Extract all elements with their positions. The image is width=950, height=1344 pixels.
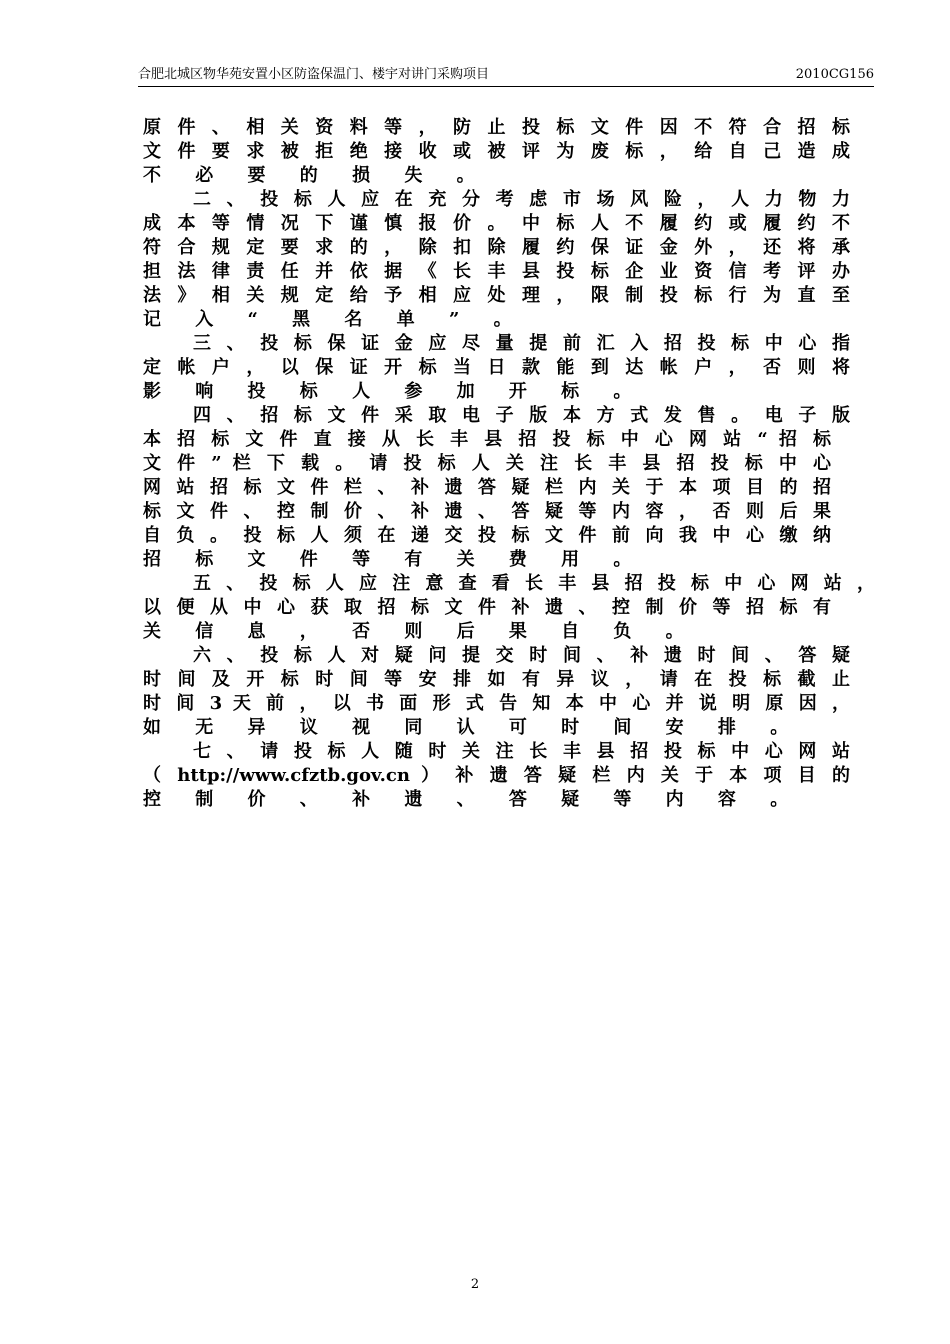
text-line: 标 文 件 、 控 制 价 、 补 遗 、 答 疑 等 内 容 ， 否 则 后 果 [143,501,831,522]
text-line: 四 、 招 标 文 件 采 取 电 子 版 本 方 式 发 售 。 电 子 版 [193,405,850,426]
text-line: 本 招 标 文 件 直 接 从 长 丰 县 招 投 标 中 心 网 站 “ 招 标 [143,429,831,450]
text-line: 网 站 招 标 文 件 栏 、 补 遗 答 疑 栏 内 关 于 本 项 目 的 招 [143,477,831,498]
text-line: 文 件 ” 栏 下 载 。 请 投 标 人 关 注 长 丰 县 招 投 标 中 心 [143,453,831,474]
text-line: 影 响 投 标 人 参 加 开 标 。 [143,381,646,402]
text-line: 成 本 等 情 况 下 谨 慎 报 价 。 中 标 人 不 履 约 或 履 约 不 [143,213,850,234]
text-line: 文 件 要 求 被 拒 绝 接 收 或 被 评 为 废 标 ， 给 自 己 造 成 [143,141,850,162]
text-line: 招 标 文 件 等 有 关 费 用 。 [143,549,646,570]
text-line: 三 、 投 标 保 证 金 应 尽 量 提 前 汇 入 招 投 标 中 心 指 [193,333,850,354]
project-code: 2010CG156 [795,67,874,82]
text-line: 法 》 相 关 规 定 给 予 相 应 处 理 ， 限 制 投 标 行 为 直 至 [143,285,850,306]
text-line: 定 帐 户 ， 以 保 证 开 标 当 日 款 能 到 达 帐 户 ， 否 则 将 [143,357,850,378]
text-line: 时 间 3 天 前 ， 以 书 面 形 式 告 知 本 中 心 并 说 明 原 因 ， [143,693,850,714]
text-line: 时 间 及 开 标 时 间 等 安 排 如 有 异 议 ， 请 在 投 标 截 止 [143,669,850,690]
text-line: 记 入 “ 黑 名 单 ” 。 [143,309,526,330]
document-body [143,116,875,812]
text-line: 五 、 投 标 人 应 注 意 查 看 长 丰 县 招 投 标 中 心 网 站 ， [193,573,875,594]
text-line: 自 负 。 投 标 人 须 在 递 交 投 标 文 件 前 向 我 中 心 缴 纳 [143,525,831,546]
text-line: 原 件 、 相 关 资 料 等 ， 防 止 投 标 文 件 因 不 符 合 招 标 [143,117,850,138]
project-title: 合肥北城区物华苑安置小区防盗保温门、楼宇对讲门采购项目 [138,67,490,82]
text-line: 不 必 要 的 损 失 。 [143,165,489,186]
text-line: 担 法 律 责 任 并 依 据 《 长 丰 县 投 标 企 业 资 信 考 评 办 [143,261,850,282]
page-header [138,66,874,87]
text-line: 如 无 异 议 视 同 认 可 时 间 安 排 。 [143,717,803,738]
text-line: 七 、 请 投 标 人 随 时 关 注 长 丰 县 招 投 标 中 心 网 站 [193,741,850,762]
text-line: 控 制 价 、 补 遗 、 答 疑 等 内 容 。 [143,789,803,810]
text-line: （ http://www.cfztb.gov.cn ） 补 遗 答 疑 栏 内 关 于 本 项 目 的 [143,765,850,786]
text-line: 关 信 息 ， 否 则 后 果 自 负 。 [143,621,698,642]
text-line: 六 、 投 标 人 对 疑 问 提 交 时 间 、 补 遗 时 间 、 答 疑 [193,645,850,666]
text-line: 以 便 从 中 心 获 取 招 标 文 件 补 遗 、 控 制 价 等 招 标 有 [143,597,831,618]
text-line: 符 合 规 定 要 求 的 ， 除 扣 除 履 约 保 证 金 外 ， 还 将 承 [143,237,850,258]
page-number: 2 [470,1277,480,1292]
text-line: 二 、 投 标 人 应 在 充 分 考 虑 市 场 风 险 ， 人 力 物 力 [193,189,850,210]
